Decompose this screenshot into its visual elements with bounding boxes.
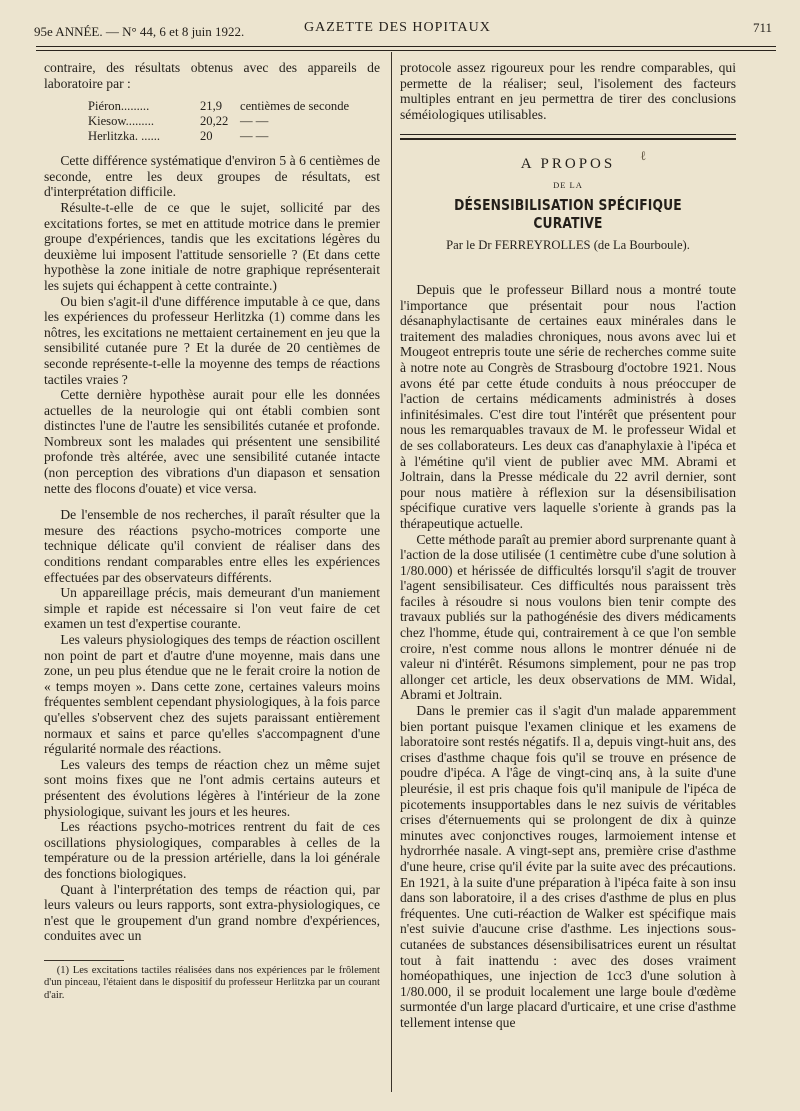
right-column-carryover <box>400 60 736 122</box>
paragraph: Depuis que le professeur Billard nous a montré toute l'importance que présentait pour nous l'action désanaphylactisante de certaines eaux minérales dans le traitement des maladies chroniques, nous avons avec lui et Mougeot entrepris toute une série de recherches comme suite à notre note au Congrès de Strasbourg d'octobre 1921. Nous avons été par cette étude conduits à nous préoccuper de l'action de certains médicaments administrés à doses infinitésimales. C'est dire tout l'intérêt que présentent pour nous les remarquables travaux de M. le professeur Widal et de ses collaborateurs. Les deux cas d'anaphylaxie à l'ipéca et à l'émétine qu'il vient de publier avec MM. Abrami et Joltrain, dans la Presse médicale du 22 avril dernier, sont pour nous matière à réflexion sur la désensibilisation spécifique curative vers laquelle s'oriente à grands pas la thérapeutique actuelle. <box>400 282 736 531</box>
paragraph: Dans le premier cas il s'agit d'un malade apparemment bien portant puisque l'examen clinique et les examens de laboratoire sont restés négatifs. Il a, depuis vingt-huit ans, des crises d'asthme chaque fois qu'il se trouve en présence de poudre d'ipéca. A l'âge de vingt-cinq ans, à la suite d'une pleurésie, il est pris chaque fois qu'il manipule de l'ipéca de picotements insupportables dans le nez suivis de véritables crises d'éternuements qui se prolongent de dix à quinze minutes avec conjonctives rouges, larmoiement intense et hydrorrhée nasale. A vingt-sept ans, première crise d'asthme d'une heure, crise qu'il évite par la suite avec des précautions. En 1921, à la suite d'une préparation à l'ipéca faite à son insu dans son laboratoire, il a des crises d'asthme de plus en plus fréquentes. Une cuti-réaction de Walker est spécifique mais n'est suivie d'aucune crise d'asthme. Les injections sous-cutanées de substances désensibilisatrices eurent un résultat tout à fait inattendu : avec des doses vraiment homéopathiques, une injection de 1cc3 d'une solution à 1/80.000, il se produit localement une large boule d'œdème surmontée d'un large placard d'urticaire, et une crise d'asthme tellement intense que <box>400 703 736 1030</box>
table-row <box>88 114 380 129</box>
paragraph: Quant à l'interprétation des temps de réaction qui, par leurs valeurs ou leurs rapports, sont extra-physiologiques, ce n'est que le groupement d'un grand nombre d'expériences, conduites avec un <box>44 881 380 944</box>
right-column <box>400 282 736 1031</box>
table-cell-value: 20 <box>200 129 213 144</box>
issue-info: 95e ANNÉE. — N° 44, 6 et 8 juin 1922. <box>34 24 245 39</box>
paragraph: Résulte-t-elle de ce que le sujet, sollicité par des excitations fortes, se met en attitude motrice dans le premier groupe d'expériences, tandis que les excitations légères du deuxième lui imposent l'attitude sensorielle ? (Et dans cette hypothèse la zone initiale de notre graphique représenterait les sujets qui échappent à cette contrainte.) <box>44 199 380 293</box>
paragraph: Un appareillage précis, mais demeurant d'un maniement simple et rapide est nécessaire si l'on veut faire de cet examen un test d'expertise courante. <box>44 585 380 632</box>
paragraph: Ou bien s'agit-il d'une différence imputable à ce que, dans les expériences du professeur Herlitzka (1) comme dans les nôtres, les excitations ne mettaient certainement en jeu que la sensibilité cutanée pure ? Et la durée de 20 centièmes de seconde représente-t-elle la moyenne des temps de réactions tactiles vraies ? <box>44 293 380 387</box>
paragraph: Les réactions psycho-motrices rentrent du fait de ces oscillations physiologiques, comparables à celles de la température ou de la pression artérielle, dans la loi générale des fonctions biologiques. <box>44 819 380 881</box>
table-cell-value: 21,9 <box>200 99 223 114</box>
paragraph: Cette différence systématique d'environ 5 à 6 centièmes de seconde, entre les deux groupes de résultats, est d'interprétation difficile. <box>44 153 380 200</box>
publication-title: GAZETTE DES HOPITAUX <box>304 20 491 35</box>
column-divider <box>391 52 392 1092</box>
page-header <box>34 14 776 42</box>
table-cell-name: Kiesow......... <box>88 114 154 129</box>
header-rule <box>36 46 776 47</box>
article-title: A PROPOS <box>520 156 616 172</box>
article-main-title: DÉSENSIBILISATION SPÉCIFIQUE CURATIVE <box>454 196 682 232</box>
article-title-connector: DE LA <box>553 180 583 190</box>
table-cell-name: Piéron......... <box>88 99 150 114</box>
footnote: (1) Les excitations tactiles réalisées dans nos expériences par le frôlement d'un pinceau, l'étaient dans le dispositif du professeur Herlitzka par un courant d'air. <box>44 964 380 1002</box>
paragraph: Cette dernière hypothèse aurait pour elle les données actuelles de la neurologie qui ont établi combien sont distinctes l'une de l'autre les sensibilités cutanée et profonde. Nombreux sont les malades qui présentent une sensibilité profonde très altérée, avec une sensibilité cutanée intacte (non perception des vibrations d'un diapason et sensation nette des flocons d'ouate) et vice versa. <box>44 387 380 496</box>
table-cell-unit: — — <box>240 114 269 129</box>
table-row <box>88 99 380 114</box>
page-number: 711 <box>752 20 772 35</box>
paragraph: Cette méthode paraît au premier abord surprenante quant à l'action de la dose utilisée (1 centimètre cube d'une solution à 1/80.000) et hérissée de difficultés lorsqu'il s'agit de trouver l'agent sensibilisateur. Ces difficultés nous paraissent très faciles à résoudre si nous voulons bien tenir compte des travaux publiés sur la pathogénésie des divers médicaments chez l'homme, étude qui, contrairement à ce que l'on semble croire, n'est comme nous allons le montrer dénuée ni de valeur ni d'intérêt. Résumons simplement, pour ne pas trop allonger cet article, les deux observations de MM. Widal, Abrami et Joltrain. <box>400 531 736 703</box>
table-cell-value: 20,22 <box>200 114 229 129</box>
table-row <box>88 129 380 144</box>
left-column <box>44 60 380 1003</box>
table-cell-unit: — — <box>240 129 269 144</box>
paragraph: De l'ensemble de nos recherches, il paraît résulter que la mesure des réactions psycho-motrices comporte une technique délicate qu'il convient de réaliser dans des conditions rendant comparables entre elles les expériences effectuées par des observateurs différents. <box>44 507 380 585</box>
section-rule <box>400 134 736 135</box>
paragraph: Les valeurs des temps de réaction chez un même sujet sont moins fixes que ne l'ont admis certains auteurs et présentent des évolutions légères à l'intérieur de la zone physiologique, suivant les jours et les heures. <box>44 756 380 819</box>
table-cell-name: Herlitzka. ...... <box>88 129 161 144</box>
results-table <box>88 99 380 144</box>
header-rule-thin <box>36 50 776 51</box>
footnote-rule <box>44 960 124 961</box>
paragraph: Les valeurs physiologiques des temps de réaction oscillent non point de part et d'autre d'une moyenne, mais dans une zone, un peu plus étendue que ne le ferait croire la notion de « temps moyen ». Dans cette zone, certaines valeurs moins fréquentes semblent cependant physiologiques, à la fois parce qu'elles s'observent chez des sujets paraissant entièrement normaux et sains et parce qu'elles s'accompagnent d'une régularité normale des réactions. <box>44 632 380 757</box>
carryover-paragraph: protocole assez rigoureux pour les rendre comparables, qui permette de la réaliser; seul, l'isolement des facteurs multiples entrant en jeu permettra de tirer des conclusions séméiologiques utilisables. <box>400 60 736 122</box>
table-cell-unit: centièmes de seconde <box>240 99 350 114</box>
handwritten-mark: ℓ <box>640 149 647 164</box>
article-author: Par le Dr FERREYROLLES (de La Bourboule). <box>446 238 690 252</box>
section-rule-thick <box>400 138 736 140</box>
intro-paragraph: contraire, des résultats obtenus avec des appareils de laboratoire par : <box>44 60 380 91</box>
